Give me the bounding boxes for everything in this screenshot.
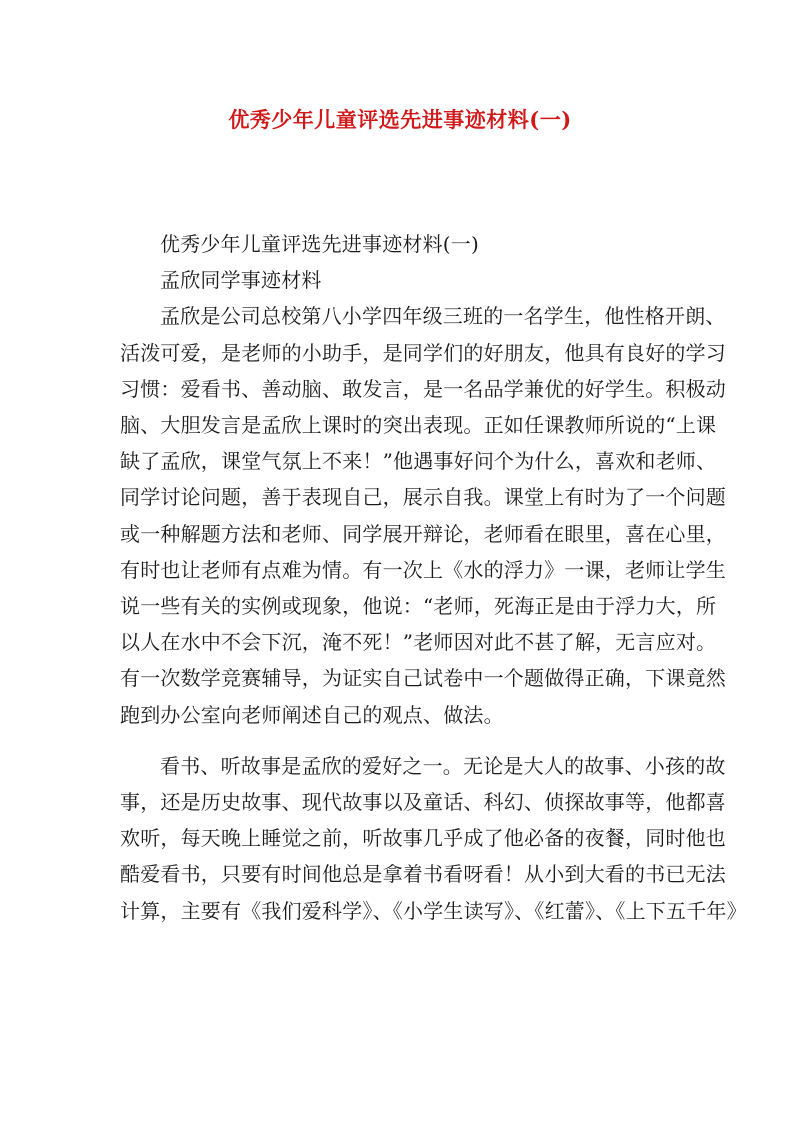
- paragraph-line: 习惯：爱看书、善动脑、敢发言，是一名品学兼优的好学生。积极动: [120, 376, 726, 401]
- paragraph-line: 说一些有关的实例或现象，他说：“老师，死海正是由于浮力大，所: [120, 594, 717, 619]
- paragraph-line: 以人在水中不会下沉，淹不死！”老师因对此不甚了解，无言应对。: [120, 630, 717, 655]
- paragraph-1: [120, 298, 726, 732]
- paragraph-spacer: [120, 733, 688, 748]
- paragraph-line: 欢听，每天晚上睡觉之前，听故事几乎成了他必备的夜餐，同时他也: [120, 826, 726, 851]
- paragraph-line: 缺了孟欣，课堂气氛上不来！”他遇事好问个为什么，喜欢和老师、: [120, 449, 717, 474]
- paragraph-2: [120, 748, 747, 929]
- paragraph-line: 计算，主要有《我们爱科学》、《小学生读写》、《红蕾》、《上下五千年》: [120, 898, 747, 923]
- body-subheading: 孟欣同学事迹材料: [160, 268, 322, 293]
- paragraph-line: 同学讨论问题，善于表现自己，展示自我。课堂上有时为了一个问题: [120, 485, 726, 510]
- paragraph-line: 或一种解题方法和老师、同学展开辩论，老师看在眼里，喜在心里，: [120, 521, 726, 546]
- paragraph-line: 脑、大胆发言是孟欣上课时的突出表现。正如任课教师所说的“上课: [120, 413, 717, 438]
- document-body: [120, 226, 747, 929]
- paragraph-line: 酷爱看书，只要有时间他总是拿着书看呀看！从小到大看的书已无法: [120, 862, 726, 887]
- document-title: 优秀少年儿童评选先进事迹材料(一): [228, 107, 572, 132]
- paragraph-line: 看书、听故事是孟欣的爱好之一。无论是大人的故事、小孩的故: [160, 753, 726, 778]
- paragraph-line: 事，还是历史故事、现代故事以及童话、科幻、侦探故事等，他都喜: [120, 790, 726, 815]
- body-heading: 优秀少年儿童评选先进事迹材料(一): [160, 232, 480, 256]
- paragraph-line: 活泼可爱，是老师的小助手，是同学们的好朋友，他具有良好的学习: [120, 340, 726, 365]
- paragraph-line: 跑到办公室向老师阐述自己的观点、做法。: [120, 702, 504, 727]
- paragraph-line: 孟欣是公司总校第八小学四年级三班的一名学生，他性格开朗、: [160, 304, 726, 329]
- paragraph-line: 有一次数学竞赛辅导，为证实自己试卷中一个题做得正确，下课竟然: [120, 666, 726, 691]
- paragraph-line: 有时也让老师有点难为情。有一次上《水的浮力》一课，老师让学生: [120, 557, 726, 582]
